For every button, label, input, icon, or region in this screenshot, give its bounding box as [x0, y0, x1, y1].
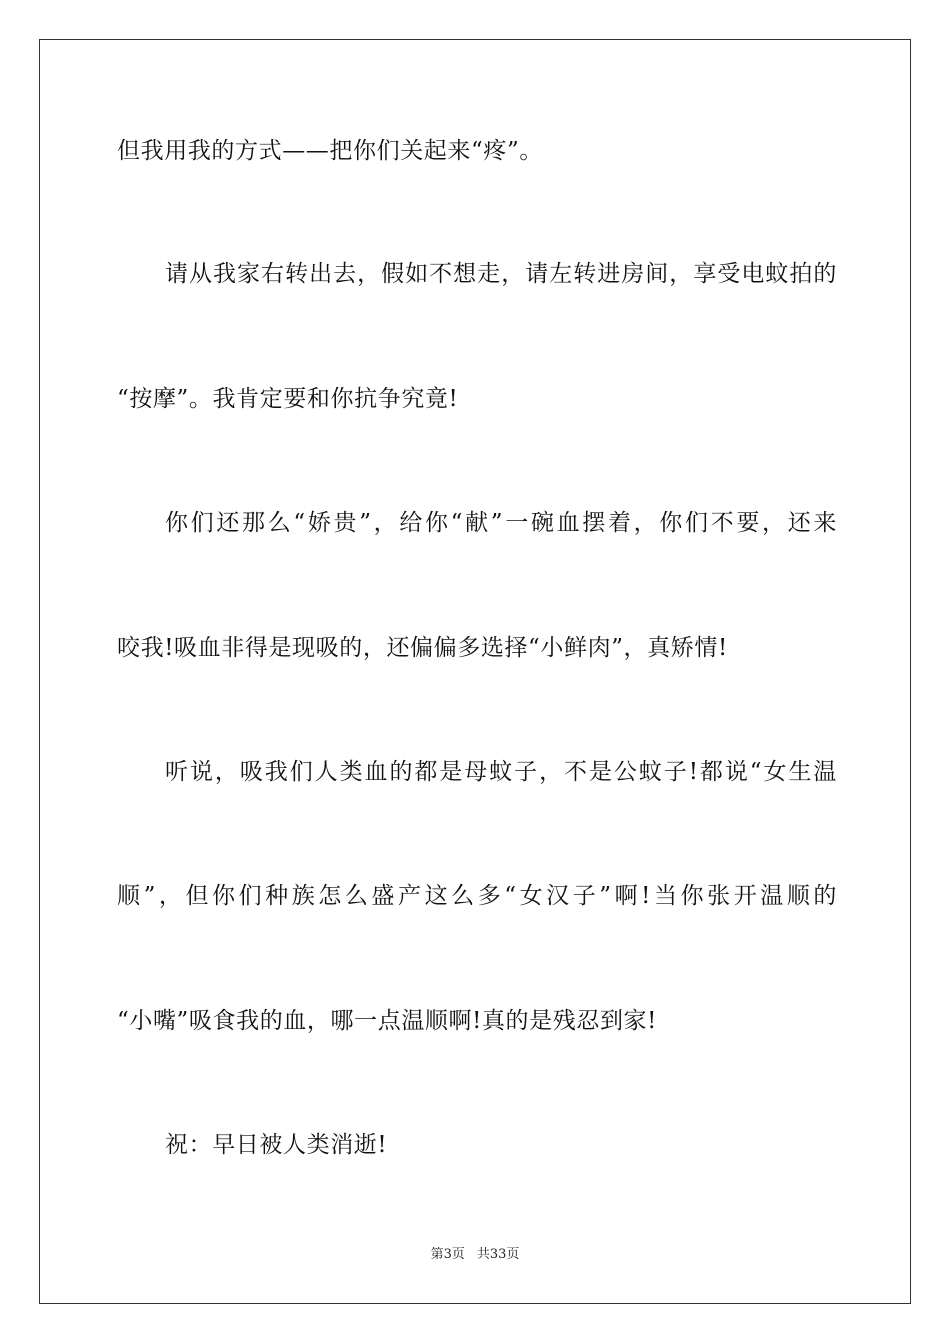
text-line-9: 祝：早日被人类消逝! [165, 1132, 388, 1158]
page-border [39, 39, 911, 1304]
text-line-5: 咬我!吸血非得是现吸的，还偏偏多选择“小鲜肉”，真矫情! [117, 635, 728, 661]
page-footer [0, 1247, 950, 1263]
text-line-4: 你们还那么“娇贵”，给你“献”一碗血摆着，你们不要，还来 [165, 510, 837, 536]
page-current: 第3页 [430, 1247, 465, 1262]
text-line-1: 但我用我的方式——把你们关起来“疼”。 [117, 138, 543, 164]
text-line-2: 请从我家右转出去，假如不想走，请左转进房间，享受电蚊拍的 [165, 261, 837, 287]
text-line-3: “按摩”。我肯定要和你抗争究竟! [117, 386, 459, 412]
page-total: 共33页 [476, 1247, 520, 1262]
text-line-7: 顺”，但你们种族怎么盛产这么多“女汉子”啊!当你张开温顺的 [117, 883, 837, 909]
text-line-6: 听说，吸我们人类血的都是母蚊子，不是公蚊子!都说“女生温 [165, 759, 837, 785]
text-line-8: “小嘴”吸食我的血，哪一点温顺啊!真的是残忍到家! [117, 1008, 658, 1034]
